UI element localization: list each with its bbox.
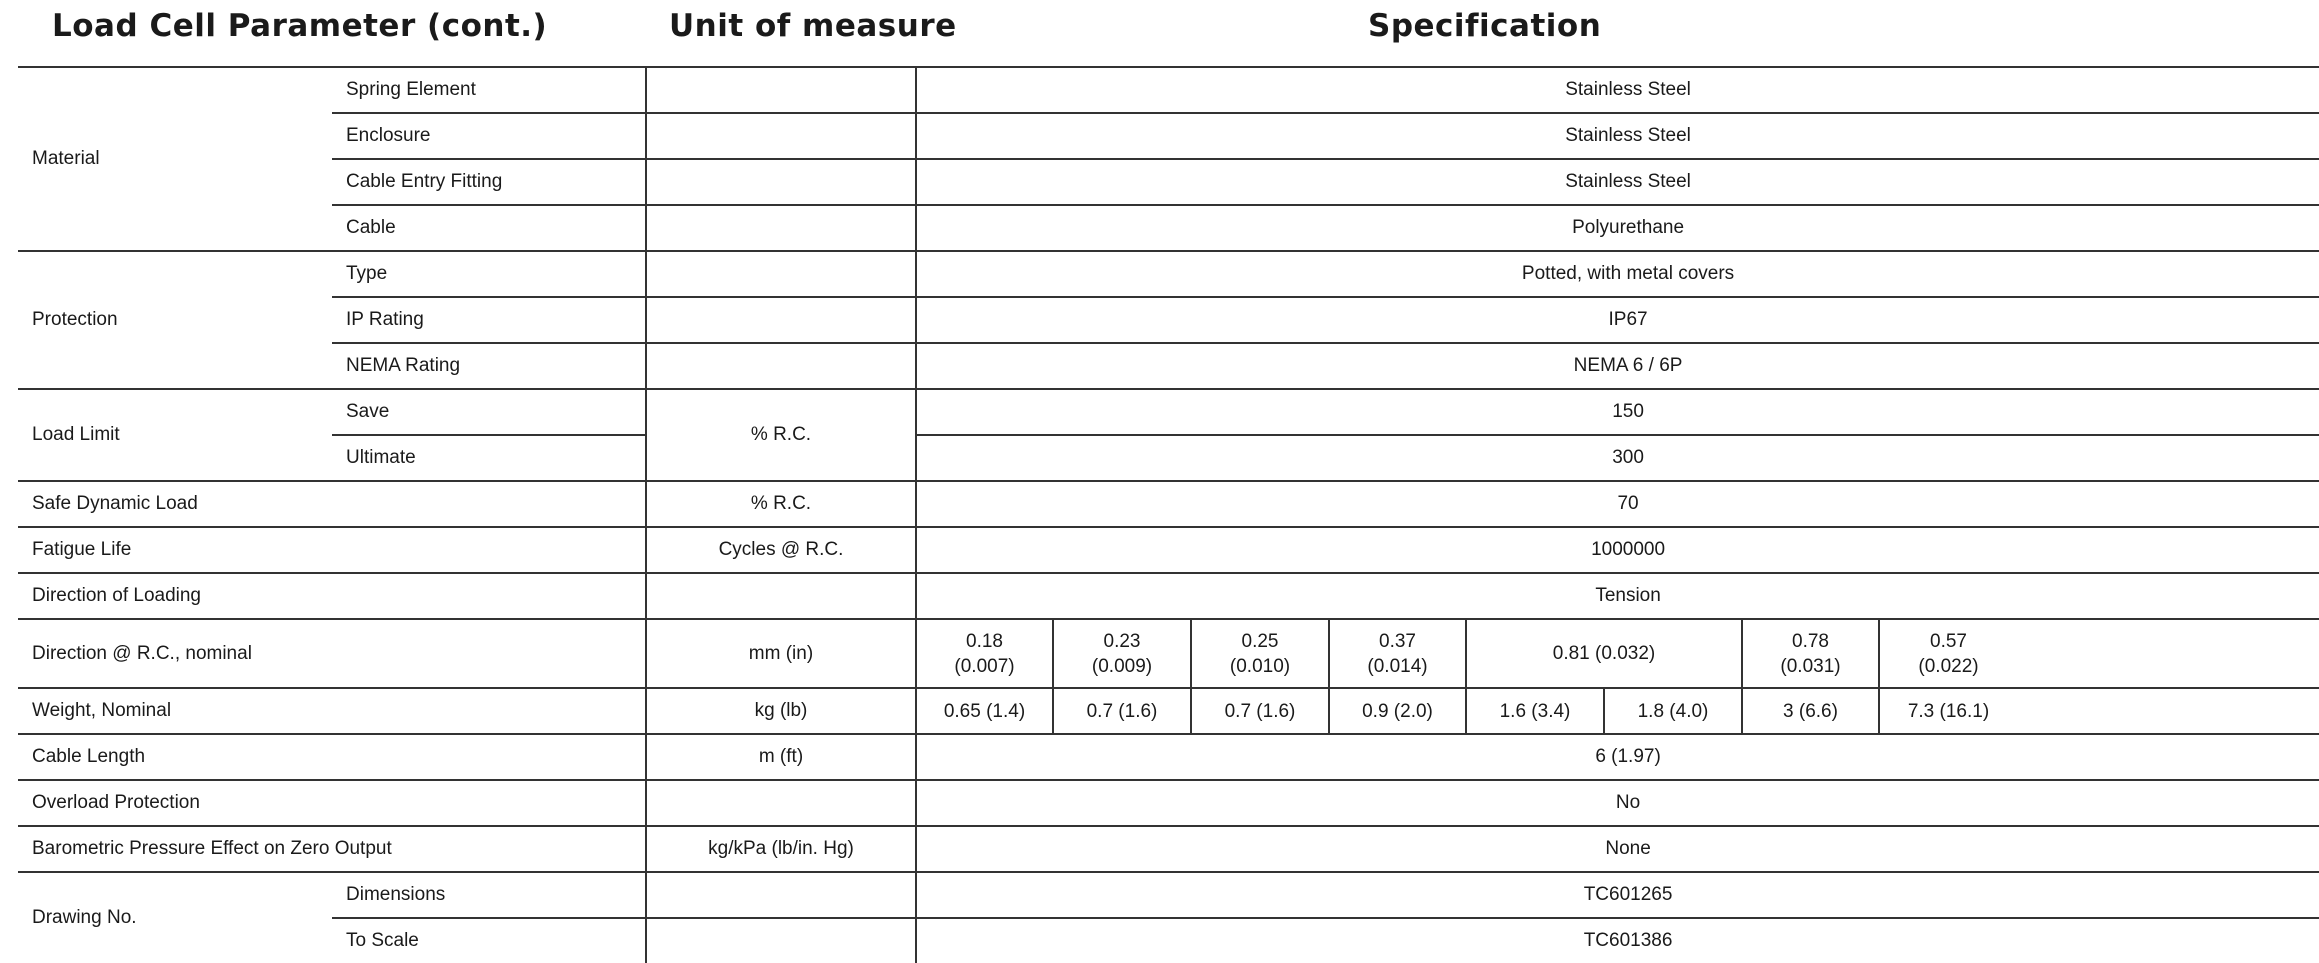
sub-to-scale: To Scale [332,918,646,963]
spec-save: 150 [916,389,2319,435]
table-row [18,113,2319,159]
spec-empty [2017,688,2319,734]
spec-cable-entry-fitting: Stainless Steel [916,159,2319,205]
sub-type: Type [332,251,646,297]
table-row [18,619,2319,688]
table-row [18,343,2319,389]
spec-fatigue-life: 1000000 [916,527,2319,573]
param-direction-rc-nominal: Direction @ R.C., nominal [18,619,646,688]
table-row [18,251,2319,297]
table-row [18,527,2319,573]
table-row [18,826,2319,872]
param-drawing-no: Drawing No. [18,872,332,963]
value-line: (0.022) [1918,655,1979,677]
table-row [18,780,2319,826]
unit-cell [646,573,916,619]
value-line: (0.014) [1367,655,1428,677]
unit-fatigue-life: Cycles @ R.C. [646,527,916,573]
spec-weight-5: 1.6 (3.4) [1466,688,1604,734]
table-row [18,573,2319,619]
spec-deflection-5: 0.81 (0.032) [1466,619,1742,688]
spec-weight-7: 3 (6.6) [1742,688,1879,734]
spec-direction-of-loading: Tension [916,573,2319,619]
spec-to-scale: TC601386 [916,918,2319,963]
spec-barometric-pressure: None [916,826,2319,872]
unit-weight: kg (lb) [646,688,916,734]
spec-weight-1: 0.65 (1.4) [916,688,1053,734]
spec-weight-4: 0.9 (2.0) [1329,688,1466,734]
unit-cable-length: m (ft) [646,734,916,780]
spec-deflection-6 [1742,619,1879,688]
spec-type: Potted, with metal covers [916,251,2319,297]
sub-enclosure: Enclosure [332,113,646,159]
sub-save: Save [332,389,646,435]
spec-empty [2017,619,2319,688]
unit-safe-dynamic-load: % R.C. [646,481,916,527]
table-row [18,918,2319,963]
sub-nema-rating: NEMA Rating [332,343,646,389]
spec-weight-6: 1.8 (4.0) [1604,688,1742,734]
table-row [18,435,2319,481]
table-row [18,481,2319,527]
value-line: (0.031) [1780,655,1841,677]
unit-load-limit: % R.C. [646,389,916,481]
value-line: (0.010) [1229,655,1291,677]
sub-dimensions: Dimensions [332,872,646,918]
unit-cell [646,872,916,918]
table-row [18,205,2319,251]
param-load-limit: Load Limit [18,389,332,481]
sub-spring-element: Spring Element [332,67,646,113]
param-weight-nominal: Weight, Nominal [18,688,646,734]
table-row [18,389,2319,435]
value-line: 0.25 [1241,630,1279,652]
param-overload-protection: Overload Protection [18,780,646,826]
unit-cell [646,918,916,963]
unit-cell [646,67,916,113]
value-line: 0.57 [1930,630,1967,652]
spec-deflection-4 [1329,619,1466,688]
table-row [18,159,2319,205]
unit-cell [646,343,916,389]
param-material: Material [18,67,332,251]
spec-safe-dynamic-load: 70 [916,481,2319,527]
unit-direction-rc-nominal: mm (in) [646,619,916,688]
unit-cell [646,780,916,826]
spec-ultimate: 300 [916,435,2319,481]
unit-cell [646,297,916,343]
sub-cable: Cable [332,205,646,251]
param-protection: Protection [18,251,332,389]
value-line: (0.007) [954,655,1015,677]
param-safe-dynamic-load: Safe Dynamic Load [18,481,646,527]
unit-cell [646,113,916,159]
spec-dimensions: TC601265 [916,872,2319,918]
table-row [18,297,2319,343]
spec-weight-3: 0.7 (1.6) [1191,688,1329,734]
spec-enclosure: Stainless Steel [916,113,2319,159]
spec-deflection-3 [1191,619,1329,688]
unit-cell [646,205,916,251]
sub-ip-rating: IP Rating [332,297,646,343]
param-barometric-pressure: Barometric Pressure Effect on Zero Output [18,826,646,872]
spec-ip-rating: IP67 [916,297,2319,343]
value-line: 0.78 [1792,630,1829,652]
param-fatigue-life: Fatigue Life [18,527,646,573]
header-parameter: Load Cell Parameter (cont.) [52,8,548,44]
spec-cable: Polyurethane [916,205,2319,251]
spec-deflection-7 [1879,619,2017,688]
unit-cell [646,251,916,297]
header-specification: Specification [1368,8,1602,44]
table-row [18,688,2319,734]
sub-cable-entry-fitting: Cable Entry Fitting [332,159,646,205]
value-line: 0.18 [966,630,1003,652]
value-line: 0.23 [1103,630,1141,652]
sub-ultimate: Ultimate [332,435,646,481]
unit-barometric-pressure: kg/kPa (lb/in. Hg) [646,826,916,872]
header-unit: Unit of measure [669,8,957,44]
spec-cable-length: 6 (1.97) [916,734,2319,780]
table-row [18,67,2319,113]
value-line: 0.37 [1379,630,1416,652]
spec-overload-protection: No [916,780,2319,826]
spec-deflection-2 [1053,619,1191,688]
spec-nema-rating: NEMA 6 / 6P [916,343,2319,389]
spec-weight-2: 0.7 (1.6) [1053,688,1191,734]
value-line: (0.009) [1091,655,1153,677]
unit-cell [646,159,916,205]
table-row [18,734,2319,780]
param-cable-length: Cable Length [18,734,646,780]
spec-spring-element: Stainless Steel [916,67,2319,113]
spec-deflection-1 [916,619,1053,688]
specification-table [18,66,2319,963]
param-direction-of-loading: Direction of Loading [18,573,646,619]
table-row [18,872,2319,918]
spec-weight-8: 7.3 (16.1) [1879,688,2017,734]
